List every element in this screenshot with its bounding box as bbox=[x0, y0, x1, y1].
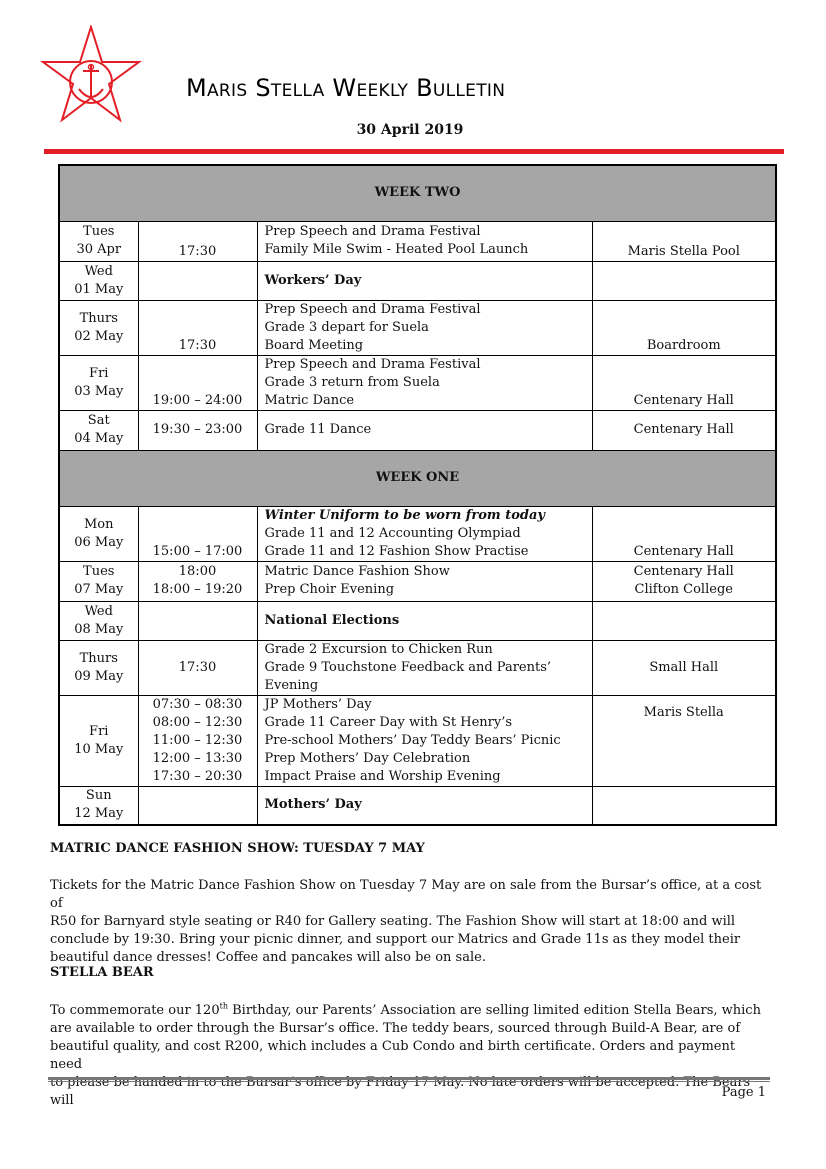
day-name: Tues bbox=[83, 564, 115, 579]
footer-divider bbox=[48, 1077, 770, 1082]
event-item: Mothers’ Day bbox=[264, 797, 362, 813]
event-item: Pre-school Mothers’ Day Teddy Bears’ Picnic bbox=[264, 732, 561, 748]
week-two-label: WEEK TWO bbox=[59, 165, 776, 221]
event-time: 12:00 – 13:30 bbox=[152, 750, 243, 766]
table-row bbox=[59, 786, 776, 825]
event-item: Grade 3 depart for Suela bbox=[264, 319, 429, 335]
day-name: Tues bbox=[83, 224, 115, 239]
week-one-label: WEEK ONE bbox=[59, 450, 776, 506]
day-date: 12 May bbox=[74, 806, 124, 822]
event-location bbox=[592, 601, 776, 640]
event-item: Prep Speech and Drama Festival bbox=[264, 301, 481, 317]
event-location: Maris Stella Pool bbox=[592, 221, 776, 261]
event-item: Family Mile Swim - Heated Pool Launch bbox=[264, 242, 529, 257]
week-header-row bbox=[59, 165, 776, 221]
day-name: Fri bbox=[89, 365, 109, 381]
day-name: Sun bbox=[85, 788, 112, 804]
header-divider bbox=[44, 149, 784, 154]
day-name: Mon bbox=[83, 516, 114, 532]
day-date: 08 May bbox=[74, 621, 124, 637]
table-row bbox=[59, 410, 776, 450]
event-item: Prep Speech and Drama Festival bbox=[264, 224, 481, 239]
table-row bbox=[59, 640, 776, 695]
day-date: 04 May bbox=[74, 431, 124, 446]
event-time bbox=[138, 601, 257, 640]
event-item: Grade 11 and 12 Accounting Olympiad bbox=[264, 525, 521, 541]
table-row bbox=[59, 601, 776, 640]
event-time: 17:30 – 20:30 bbox=[152, 768, 243, 784]
event-time: 11:00 – 12:30 bbox=[152, 732, 243, 748]
article-body bbox=[50, 1002, 766, 1110]
event-time: 18:00 – 19:20 bbox=[152, 582, 243, 597]
day-date: 09 May bbox=[74, 668, 124, 684]
table-row bbox=[59, 355, 776, 410]
event-time bbox=[138, 786, 257, 825]
event-item: Grade 2 Excursion to Chicken Run bbox=[264, 641, 493, 657]
article-heading: MATRIC DANCE FASHION SHOW: TUESDAY 7 MAY bbox=[50, 841, 425, 856]
event-time: 07:30 – 08:30 bbox=[152, 696, 243, 712]
article-line: conclude by 19:30. Bring your picnic dinner, and support our Matrics and Grade 11s as they model their bbox=[50, 932, 741, 947]
event-time: 19:30 – 23:00 bbox=[138, 410, 257, 450]
event-item: Workers’ Day bbox=[264, 272, 362, 288]
table-row bbox=[59, 300, 776, 355]
article-line: To commemorate our 120th Birthday, our Parents’ Association are selling limited edition Stella Bears, which bbox=[50, 1001, 761, 1018]
bulletin-title: Maris Stella Weekly Bulletin bbox=[186, 74, 506, 102]
event-location: Centenary Hall bbox=[592, 355, 776, 410]
page-number: Page 1 bbox=[721, 1085, 766, 1100]
article-line: R50 for Barnyard style seating or R40 for Gallery seating. The Fashion Show will start at 18:00 and will bbox=[50, 914, 736, 929]
event-item: Prep Speech and Drama Festival bbox=[264, 356, 481, 372]
day-name: Fri bbox=[89, 723, 109, 739]
day-date: 01 May bbox=[74, 281, 124, 297]
table-row bbox=[59, 695, 776, 786]
article-line: are available to order through the Bursar’s office. The teddy bears, sourced through Build-A Bear, are of bbox=[50, 1021, 741, 1036]
event-time: 19:00 – 24:00 bbox=[138, 355, 257, 410]
event-location: Centenary Hall bbox=[592, 506, 776, 561]
day-date: 07 May bbox=[74, 582, 124, 597]
event-location: Centenary Hall bbox=[633, 564, 734, 579]
day-date: 10 May bbox=[74, 741, 124, 757]
event-location bbox=[592, 261, 776, 300]
event-item: National Elections bbox=[264, 612, 400, 628]
event-item: Board Meeting bbox=[264, 337, 364, 353]
article-body bbox=[50, 877, 766, 967]
table-row bbox=[59, 506, 776, 561]
table-row bbox=[59, 261, 776, 300]
event-location bbox=[592, 786, 776, 825]
event-location: Maris Stella bbox=[592, 695, 776, 786]
event-item: Prep Choir Evening bbox=[264, 582, 395, 597]
event-location: Small Hall bbox=[592, 640, 776, 695]
event-item: Grade 9 Touchstone Feedback and Parents’ bbox=[264, 659, 552, 675]
event-item: Grade 11 Career Day with St Henry’s bbox=[264, 714, 513, 730]
event-time: 17:30 bbox=[138, 640, 257, 695]
day-date: 03 May bbox=[74, 383, 124, 399]
day-date: 06 May bbox=[74, 534, 124, 550]
event-time: 18:00 bbox=[178, 564, 217, 579]
event-item: Evening bbox=[264, 677, 319, 693]
bulletin-date: 30 April 2019 bbox=[356, 122, 464, 138]
table-row bbox=[59, 221, 776, 261]
event-time: 08:00 – 12:30 bbox=[152, 714, 243, 730]
event-item: Impact Praise and Worship Evening bbox=[264, 768, 501, 784]
article-line: beautiful quality, and cost R200, which includes a Cub Condo and birth certificate. Orders and payment need bbox=[50, 1039, 736, 1072]
article-line: beautiful dance dresses! Coffee and pancakes will also be on sale. bbox=[50, 950, 486, 965]
day-name: Thurs bbox=[79, 650, 118, 666]
day-name: Sat bbox=[87, 413, 110, 428]
schedule-table bbox=[58, 164, 777, 826]
article-line: to please be handed in to the Bursar’s office by Friday 17 May. No late orders will be accepted. The Bears will bbox=[50, 1075, 751, 1108]
table-row bbox=[59, 561, 776, 601]
event-item: JP Mothers’ Day bbox=[264, 696, 372, 712]
event-item: Matric Dance bbox=[264, 392, 355, 408]
event-time: 15:00 – 17:00 bbox=[138, 506, 257, 561]
event-location: Centenary Hall bbox=[592, 410, 776, 450]
day-date: 02 May bbox=[74, 328, 124, 344]
event-time: 17:30 bbox=[138, 300, 257, 355]
day-name: Wed bbox=[84, 263, 113, 279]
event-time: 17:30 bbox=[138, 221, 257, 261]
school-crest-logo bbox=[40, 25, 142, 127]
article-line: Tickets for the Matric Dance Fashion Show on Tuesday 7 May are on sale from the Bursar’s office, at a cost of bbox=[50, 878, 762, 911]
event-location: Clifton College bbox=[634, 582, 733, 597]
event-item: Winter Uniform to be worn from today bbox=[264, 507, 545, 523]
event-location: Boardroom bbox=[592, 300, 776, 355]
day-name: Thurs bbox=[79, 310, 118, 326]
day-name: Wed bbox=[84, 603, 113, 619]
event-time bbox=[138, 261, 257, 300]
event-item: Matric Dance Fashion Show bbox=[264, 564, 450, 579]
event-item: Prep Mothers’ Day Celebration bbox=[264, 750, 471, 766]
week-header-row bbox=[59, 450, 776, 506]
event-item: Grade 3 return from Suela bbox=[264, 374, 440, 390]
day-date: 30 Apr bbox=[76, 242, 122, 257]
article-heading: STELLA BEAR bbox=[50, 965, 154, 980]
event-item: Grade 11 and 12 Fashion Show Practise bbox=[264, 543, 529, 559]
event-item: Grade 11 Dance bbox=[264, 422, 372, 437]
